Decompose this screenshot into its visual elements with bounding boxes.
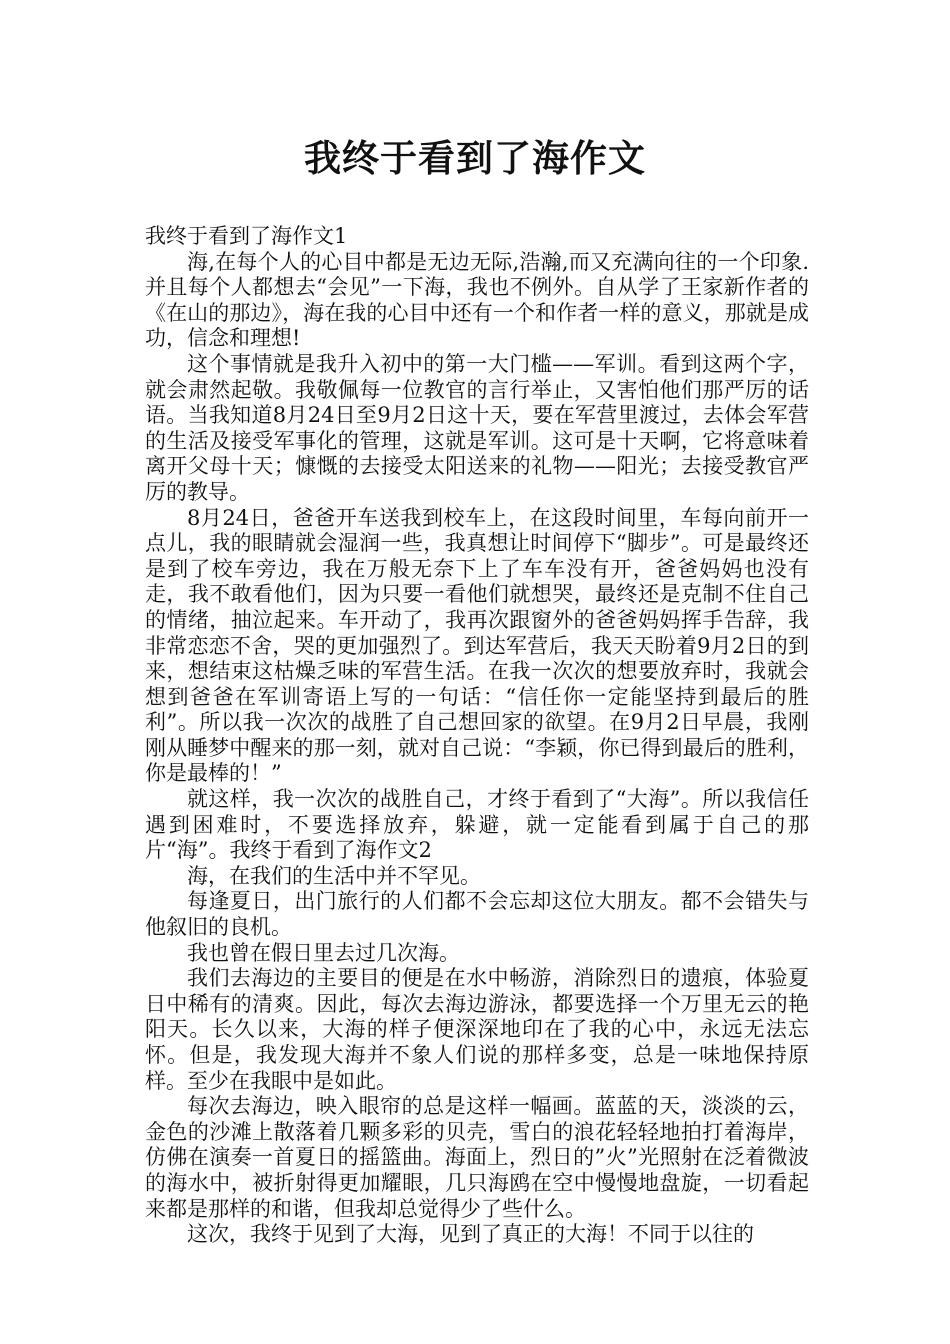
paragraph: 海，在我们的生活中并不罕见。 <box>187 863 481 888</box>
paragraph: 每次去海边，映入眼帘的总是这样一幅画。蓝蓝的天，淡淡的云，金色的沙滩上散落着几颗多彩的贝壳，雪白的浪花轻轻地拍打着海岸，仿佛在演奏一首夏日的摇篮曲。海面上，烈日的”火”光照射在泛着微波的海水中，被折射得更加耀眼，几只海鸥在空中慢慢地盘旋，一切看起来都是那样的和谐，但我却总觉得少了些什么。 <box>145 1094 809 1221</box>
paragraph: 海,在每个人的心目中都是无边无际,浩瀚,而又充满向往的一个印象.并且每个人都想去“会见”一下海，我也不例外。自从学了王家新作者的《在山的那边》，海在我的心目中还有一个和作者一样的意义，那就是成功，信念和理想! <box>145 249 809 351</box>
paragraph: 我们去海边的主要目的便是在水中畅游，消除烈日的遗痕，体验夏日中稀有的清爽。因此，每次去海边游泳，都要选择一个万里无云的艳阳天。长久以来，大海的样子便深深地印在了我的心中，永远无法忘怀。但是，我发现大海并不象人们说的那样多变，总是一味地保持原样。至少在我眼中是如此。 <box>145 966 809 1093</box>
paragraph: 这个事情就是我升入初中的第一大门槛——军训。看到这两个字，就会肃然起敬。我敬佩每一位教官的言行举止，又害怕他们那严厉的话语。当我知道8月24日至9月2日这十天，要在军营里渡过，去体会军营的生活及接受军事化的管理，这就是军训。这可是十天啊，它将意味着离开父母十天；慷慨的去接受太阳送来的礼物——阳光；去接受教官严厉的教导。 <box>145 351 809 504</box>
paragraph: 8月24日，爸爸开车送我到校车上，在这段时间里，车每向前开一点儿，我的眼睛就会湿润一些，我真想让时间停下“脚步”。可是最终还是到了校车旁边，我在万般无奈下上了车车没有开，爸爸妈妈也没有走，我不敢看他们，因为只要一看他们就想哭，最终还是克制不住自己的情绪，抽泣起来。车开动了，我再次跟窗外的爸爸妈妈挥手告辞，我非常恋恋不舍，哭的更加强烈了。到达军营后，我天天盼着9月2日的到来，想结束这枯燥乏味的军营生活。在我一次次的想要放弃时，我就会想到爸爸在军训寄语上写的一句话：“信任你一定能坚持到最后的胜利”。所以我一次次的战胜了自己想回家的欲望。在9月2日早晨，我刚刚从睡梦中醒来的那一刻，就对自己说：“李颖，你已得到最后的胜利，你是最棒的！” <box>145 505 809 786</box>
paragraph: 就这样，我一次次的战胜自己，才终于看到了“大海”。所以我信任遇到困难时，不要选择放弃，躲避，就一定能看到属于自己的那片“海”。我终于看到了海作文2 <box>145 787 809 863</box>
paragraph: 我也曾在假日里去过几次海。 <box>187 940 460 965</box>
paragraph: 每逢夏日，出门旅行的人们都不会忘却这位大朋友。都不会错失与他叙旧的良机。 <box>145 889 809 940</box>
document-body <box>145 224 809 1248</box>
document-title: 我终于看到了海作文 <box>304 137 646 180</box>
section-heading-1: 我终于看到了海作文1 <box>145 224 348 248</box>
paragraph: 这次，我终于见到了大海，见到了真正的大海！不同于以往的 <box>187 1222 754 1247</box>
